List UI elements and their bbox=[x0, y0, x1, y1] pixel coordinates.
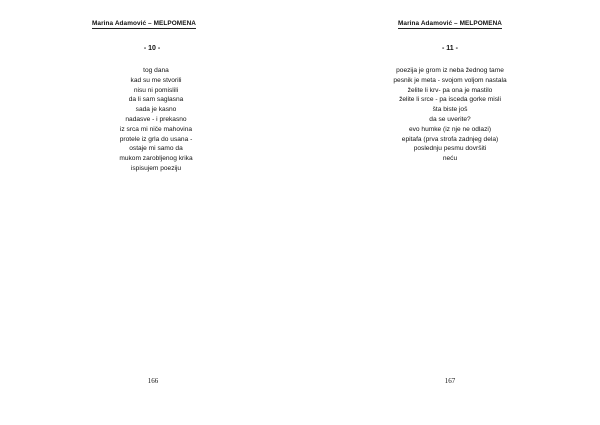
poem-line: želite li srce - pa isceda gorke misli bbox=[399, 96, 501, 104]
poem-text bbox=[0, 66, 300, 174]
poem-line: nisu ni pomislili bbox=[133, 86, 179, 94]
poem-line: ostaje mi samo da bbox=[129, 145, 183, 153]
poem-line: poslednju pesmu dovršiti bbox=[413, 145, 487, 153]
poem-line: iz srca mi niče mahovina bbox=[119, 125, 193, 133]
poem-line: pesnik je meta - svojom voljom nastala bbox=[393, 76, 507, 84]
poem-line: neću bbox=[442, 155, 458, 163]
poem-text bbox=[300, 66, 600, 164]
poem-line: sada je kasno bbox=[135, 106, 177, 114]
right-page bbox=[300, 0, 600, 425]
poem-line: kad su me stvorili bbox=[130, 76, 182, 84]
poem-line: evo humke (iz nje ne odlazi) bbox=[408, 125, 492, 133]
running-header: Marina Adamović – MELPOMENA bbox=[398, 20, 502, 29]
poem-line: tog dana bbox=[143, 67, 169, 74]
poem-line: epitafa (prva strofa zadnjeg dela) bbox=[401, 135, 499, 143]
poem-line: poezija je grom iz neba žednog tame bbox=[396, 67, 504, 74]
poem-line: ispisujem poeziju bbox=[130, 164, 182, 172]
poem-number: - 10 - bbox=[143, 45, 161, 52]
running-header: Marina Adamović – MELPOMENA bbox=[92, 20, 196, 29]
poem-line: da li sam saglasna bbox=[128, 96, 184, 104]
poem-line: želite li krv- pa ona je mastilo bbox=[407, 86, 493, 94]
page-number: 166 bbox=[147, 377, 159, 385]
poem-line: protele iz grla do usana - bbox=[119, 135, 193, 143]
page-number: 167 bbox=[444, 377, 456, 385]
poem-number: - 11 - bbox=[442, 45, 458, 52]
poem-line: nadasve - i prekasno bbox=[125, 115, 187, 123]
poem-line: šta biste još bbox=[432, 106, 468, 114]
poem-line: da se uverite? bbox=[429, 115, 471, 123]
poem-line: mukom zarobljenog krika bbox=[119, 155, 193, 163]
